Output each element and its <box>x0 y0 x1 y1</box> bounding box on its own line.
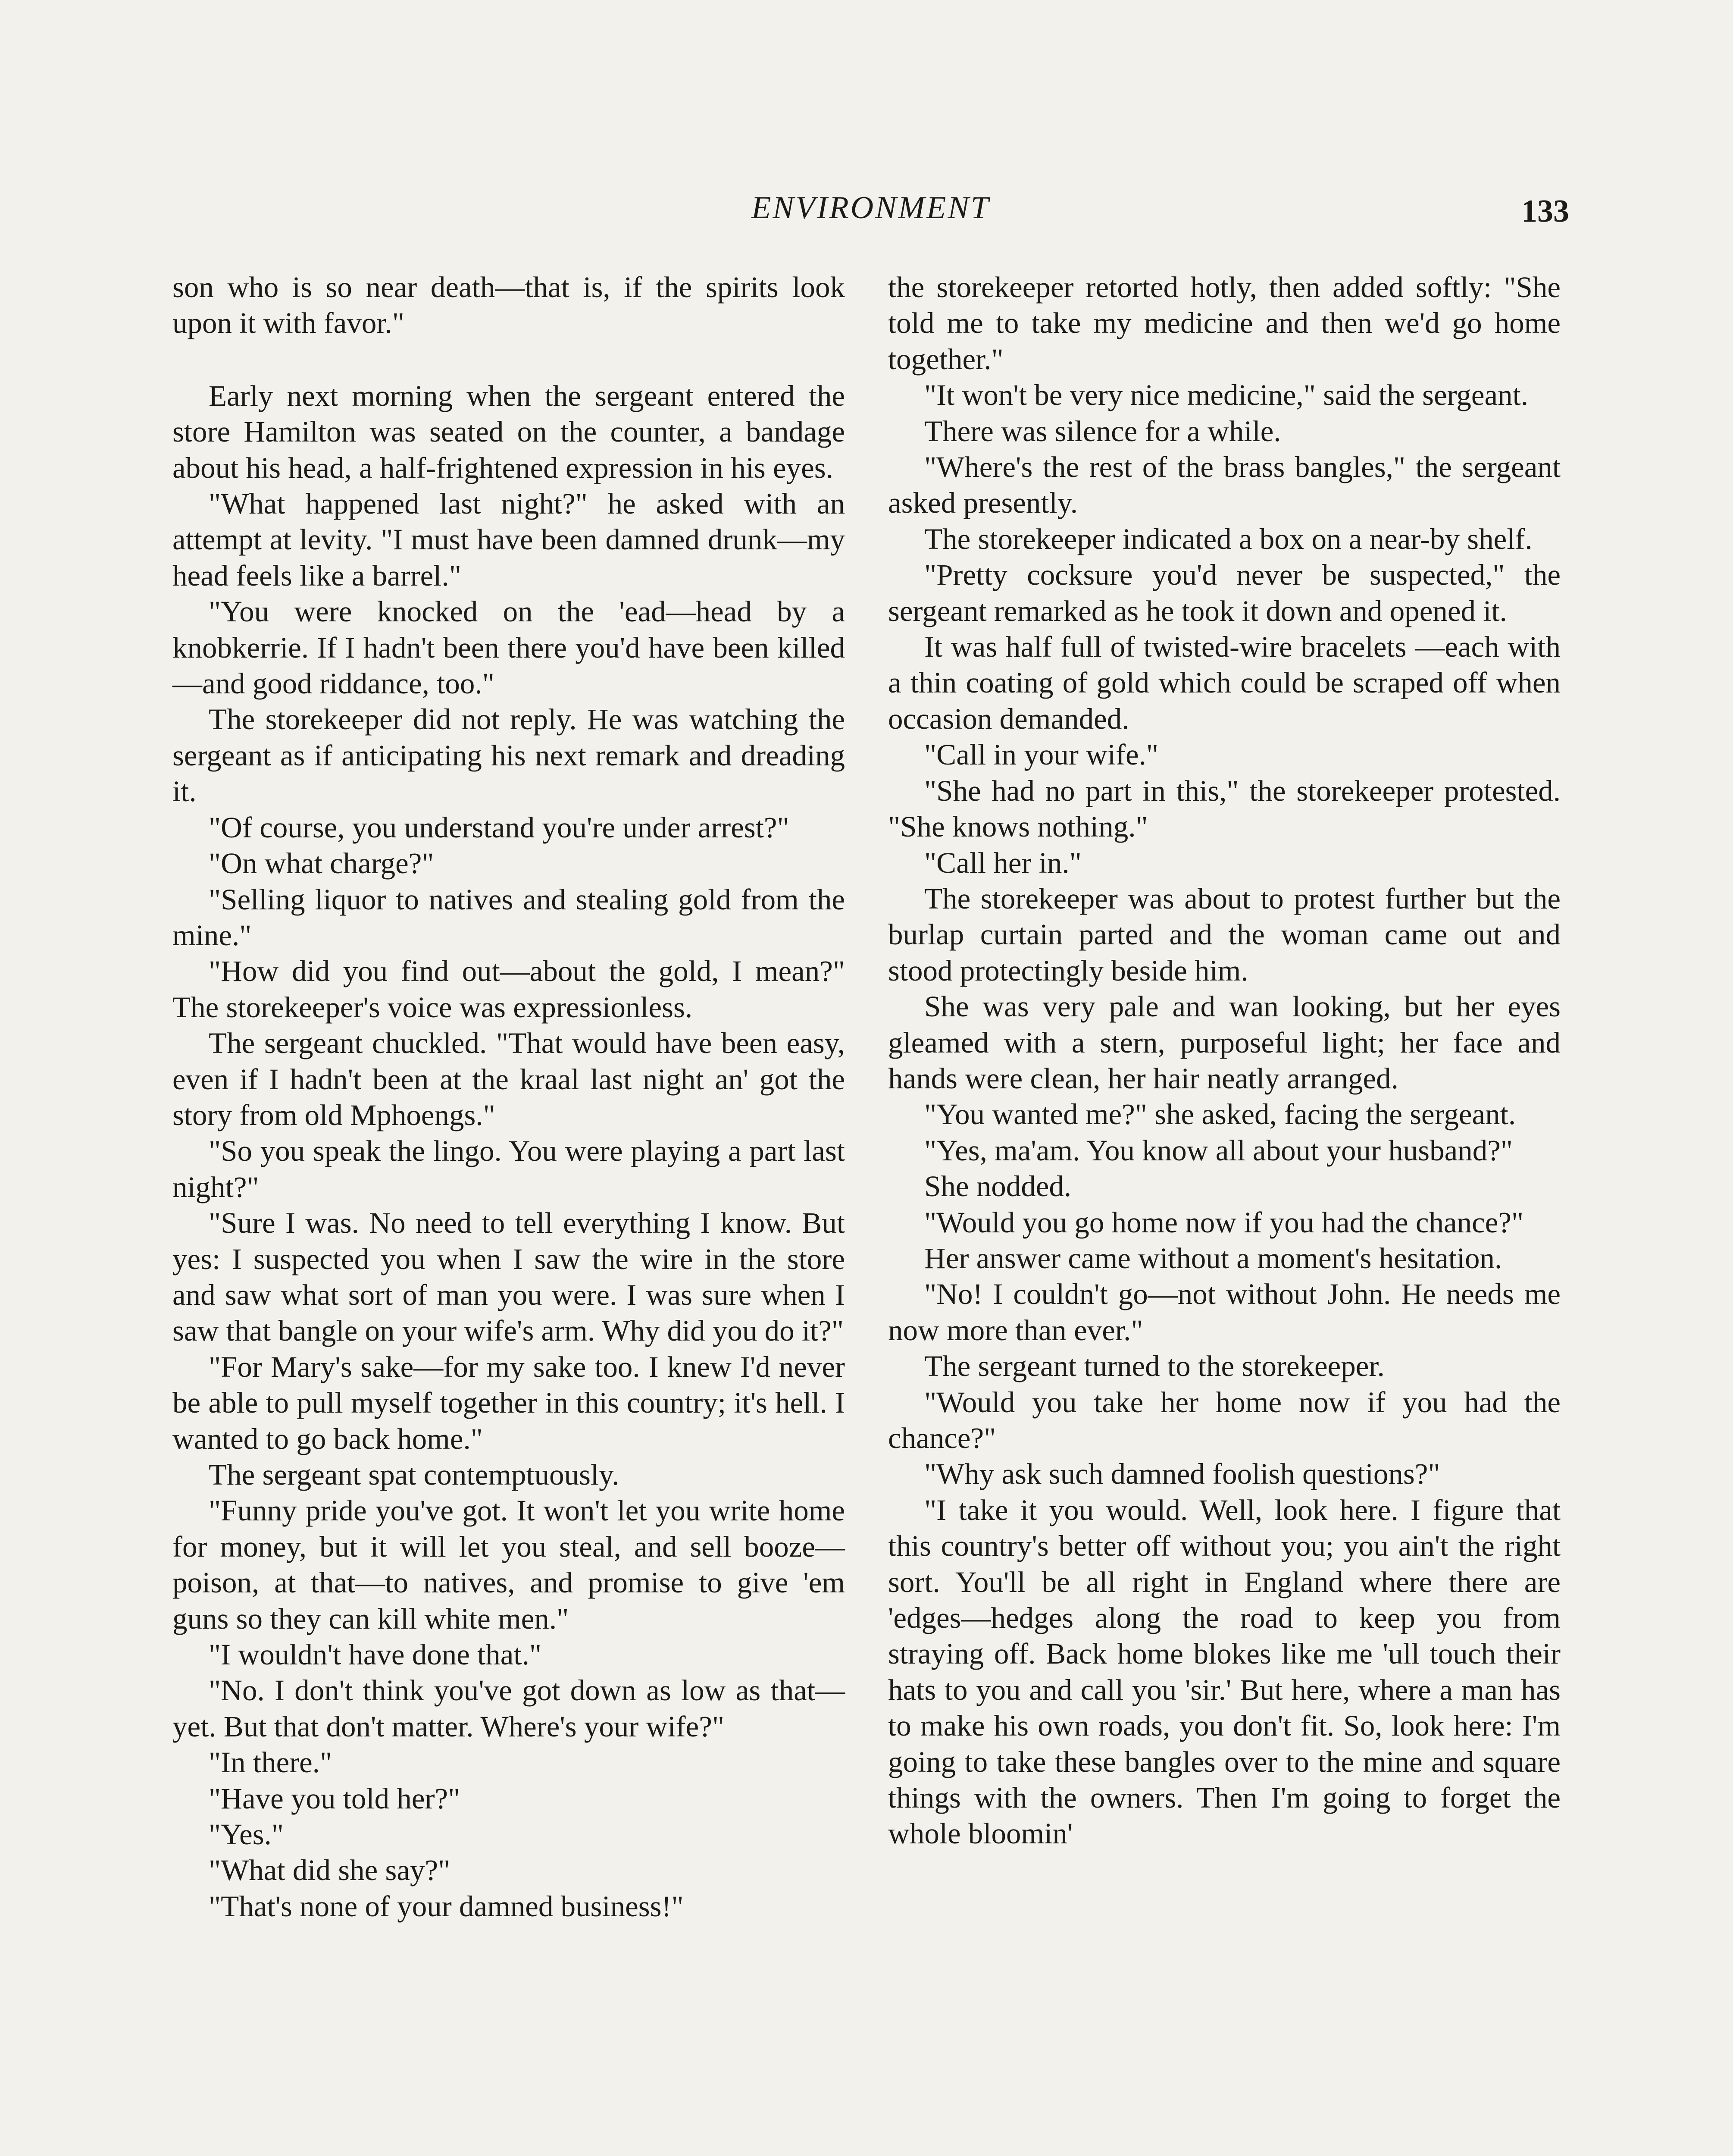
paragraph: "No! I couldn't go—not without John. He needs me now more than ever." <box>888 1278 1561 1347</box>
paragraph: The sergeant turned to the storekeeper. <box>924 1350 1385 1383</box>
paragraph: "In there." <box>209 1746 332 1779</box>
paragraph: There was silence for a while. <box>924 414 1281 448</box>
paragraph: "You wanted me?" she asked, facing the sergeant. <box>924 1098 1516 1131</box>
page-number: 133 <box>1521 194 1569 229</box>
running-header <box>172 190 1569 237</box>
paragraph: "Call her in." <box>924 846 1082 879</box>
paragraph: "Call in your wife." <box>924 738 1159 771</box>
paragraph: "Why ask such damned foolish questions?" <box>924 1457 1440 1491</box>
paragraph: The sergeant spat contemptuously. <box>209 1458 619 1491</box>
paragraph: "Sure I was. No need to tell everything I know. But yes: I suspected you when I saw the wire in the store and saw what sort of man you were. I was sure when I saw that bangle on your wife's arm. Why did you do it?" <box>172 1206 845 1348</box>
paragraph: Her answer came without a moment's hesitation. <box>924 1241 1502 1275</box>
paragraph: Early next morning when the sergeant entered the store Hamilton was seated on the counter, a bandage about his head, a half-frightened expression in his eyes. <box>172 379 845 484</box>
paragraph: "Where's the rest of the brass bangles," the sergeant asked presently. <box>888 451 1561 520</box>
paragraph: "Selling liquor to natives and stealing gold from the mine." <box>172 883 845 952</box>
paragraph: "Would you go home now if you had the chance?" <box>924 1206 1524 1239</box>
paragraph: The storekeeper indicated a box on a near-by shelf. <box>924 522 1533 555</box>
running-title: ENVIRONMENT <box>751 190 990 226</box>
paragraph: "So you speak the lingo. You were playing a part last night?" <box>172 1134 845 1203</box>
paragraph: "Have you told her?" <box>209 1782 460 1815</box>
paragraph: "Yes." <box>209 1818 284 1851</box>
paragraph: "What happened last night?" he asked with an attempt at levity. "I must have been damned drunk—my head feels like a barrel." <box>172 487 845 592</box>
right-column <box>888 270 1561 1852</box>
paragraph: "Pretty cocksure you'd never be suspected," the sergeant remarked as he took it down and opened it. <box>888 558 1561 627</box>
paragraph: The storekeeper was about to protest further but the burlap curtain parted and the woman came out and stood protectingly beside him. <box>888 882 1561 987</box>
paragraph: "Yes, ma'am. You know all about your husband?" <box>924 1134 1513 1167</box>
paragraph: It was half full of twisted-wire bracelets —each with a thin coating of gold which could be scraped off when occasion demanded. <box>888 630 1561 735</box>
paragraph: "On what charge?" <box>209 847 434 880</box>
paragraph: "I wouldn't have done that." <box>209 1638 542 1671</box>
paragraph: The storekeeper did not reply. He was watching the sergeant as if anticipating his next remark and dreading it. <box>172 703 845 808</box>
paragraph: son who is so near death—that is, if the spirits look upon it with favor." <box>172 271 845 340</box>
paragraph: "You were knocked on the 'ead—head by a knobkerrie. If I hadn't been there you'd have been killed—and good riddance, too." <box>172 595 845 700</box>
paragraph: The sergeant chuckled. "That would have been easy, even if I hadn't been at the kraal last night an' got the story from old Mphoengs." <box>172 1027 845 1131</box>
paragraph: "No. I don't think you've got down as low as that—yet. But that don't matter. Where's your wife?" <box>172 1674 845 1743</box>
paragraph: the storekeeper retorted hotly, then added softly: "She told me to take my medicine and then we'd go home together." <box>888 271 1561 376</box>
paragraph: "Would you take her home now if you had the chance?" <box>888 1385 1561 1454</box>
paragraph: "What did she say?" <box>209 1854 450 1887</box>
paragraph: "How did you find out—about the gold, I mean?" The storekeeper's voice was expressionless. <box>172 955 845 1024</box>
paragraph: "That's none of your damned business!" <box>209 1890 684 1923</box>
paragraph: She nodded. <box>924 1170 1072 1203</box>
paragraph: "For Mary's sake—for my sake too. I knew I'd never be able to pull myself together in this country; it's hell. I wanted to go back home." <box>172 1350 845 1455</box>
paragraph: "Funny pride you've got. It won't let you write home for money, but it will let you steal, and sell booze—poison, at that—to natives, and promise to give 'em guns so they can kill white men." <box>172 1494 845 1635</box>
paragraph: "It won't be very nice medicine," said the sergeant. <box>924 379 1529 412</box>
paragraph: "She had no part in this," the storekeeper protested. "She knows nothing." <box>888 774 1561 843</box>
paragraph: She was very pale and wan looking, but her eyes gleamed with a stern, purposeful light; her face and hands were clean, her hair neatly arranged. <box>888 990 1561 1095</box>
paragraph: "Of course, you understand you're under arrest?" <box>209 811 789 844</box>
left-column <box>172 270 845 1924</box>
paragraph: "I take it you would. Well, look here. I figure that this country's better off without you; you ain't the right sort. You'll be all right in England where there are 'edges—hedges along the road to keep you from straying off. Back home blokes like me 'ull touch their hats to you and call you 'sir.' But here, where a man has to make his own roads, you don't fit. So, look here: I'm going to take these bangles over to the mine and square things with the owners. Then I'm going to forget the whole bloomin' <box>888 1493 1561 1850</box>
